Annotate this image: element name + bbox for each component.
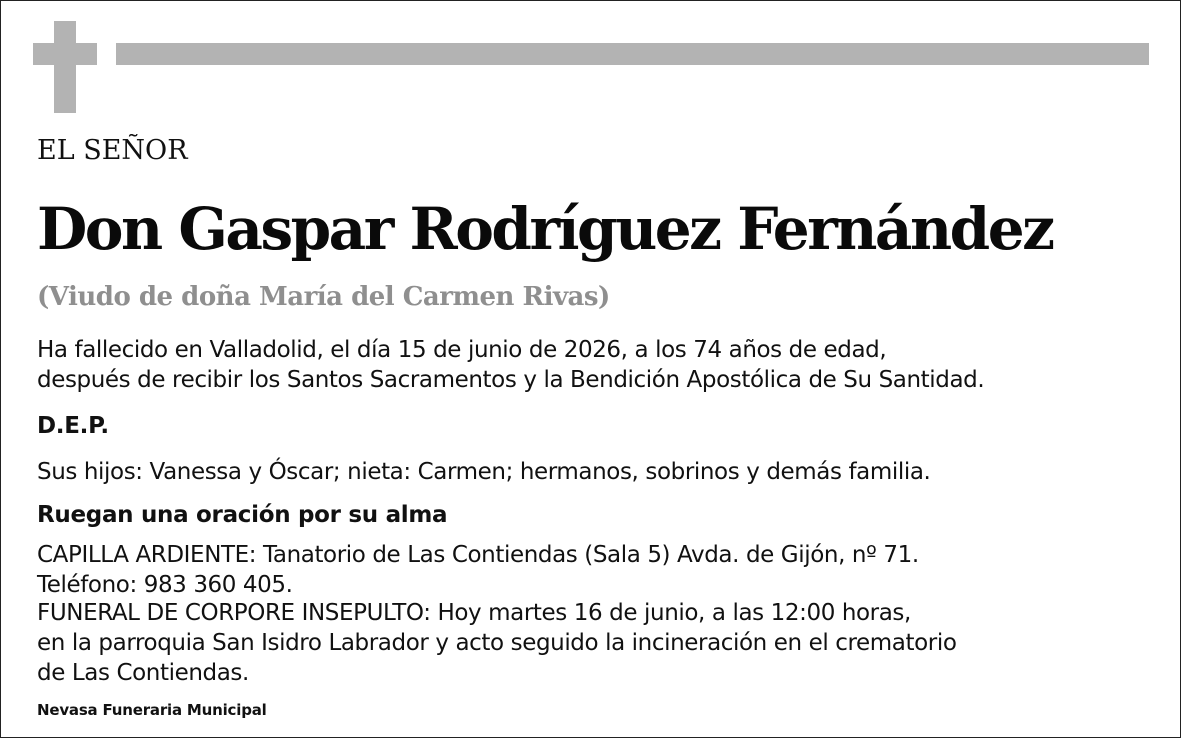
service-line-5: de Las Contiendas. — [37, 660, 249, 686]
death-line-2: después de recibir los Santos Sacramentos y la Bendición Apostólica de Su Santidad. — [37, 367, 985, 393]
service-line-3: FUNERAL DE CORPORE INSEPULTO: Hoy martes 16 de junio, a las 12:00 horas, — [37, 600, 911, 626]
rip-label: D.E.P. — [37, 413, 109, 439]
widow-of: (Viudo de doña María del Carmen Rivas) — [37, 282, 610, 312]
header-bar — [116, 43, 1149, 65]
family-line: Sus hijos: Vanessa y Óscar; nieta: Carmen; hermanos, sobrinos y demás familia. — [37, 459, 931, 485]
service-line-4: en la parroquia San Isidro Labrador y acto seguido la incineración en el crematorio — [37, 630, 957, 656]
service-line-1: CAPILLA ARDIENTE: Tanatorio de Las Contiendas (Sala 5) Avda. de Gijón, nº 71. — [37, 542, 919, 568]
service-line-2: Teléfono: 983 360 405. — [37, 572, 293, 598]
funeral-home: Nevasa Funeraria Municipal — [37, 701, 267, 719]
prayer-line: Ruegan una oración por su alma — [37, 502, 448, 528]
cross-vertical-beam — [54, 21, 76, 113]
deceased-name: Don Gaspar Rodríguez Fernández — [37, 195, 1053, 263]
cross-horizontal-beam — [33, 43, 97, 65]
honorific: EL SEÑOR — [37, 135, 188, 166]
death-line-1: Ha fallecido en Valladolid, el día 15 de junio de 2026, a los 74 años de edad, — [37, 337, 887, 363]
